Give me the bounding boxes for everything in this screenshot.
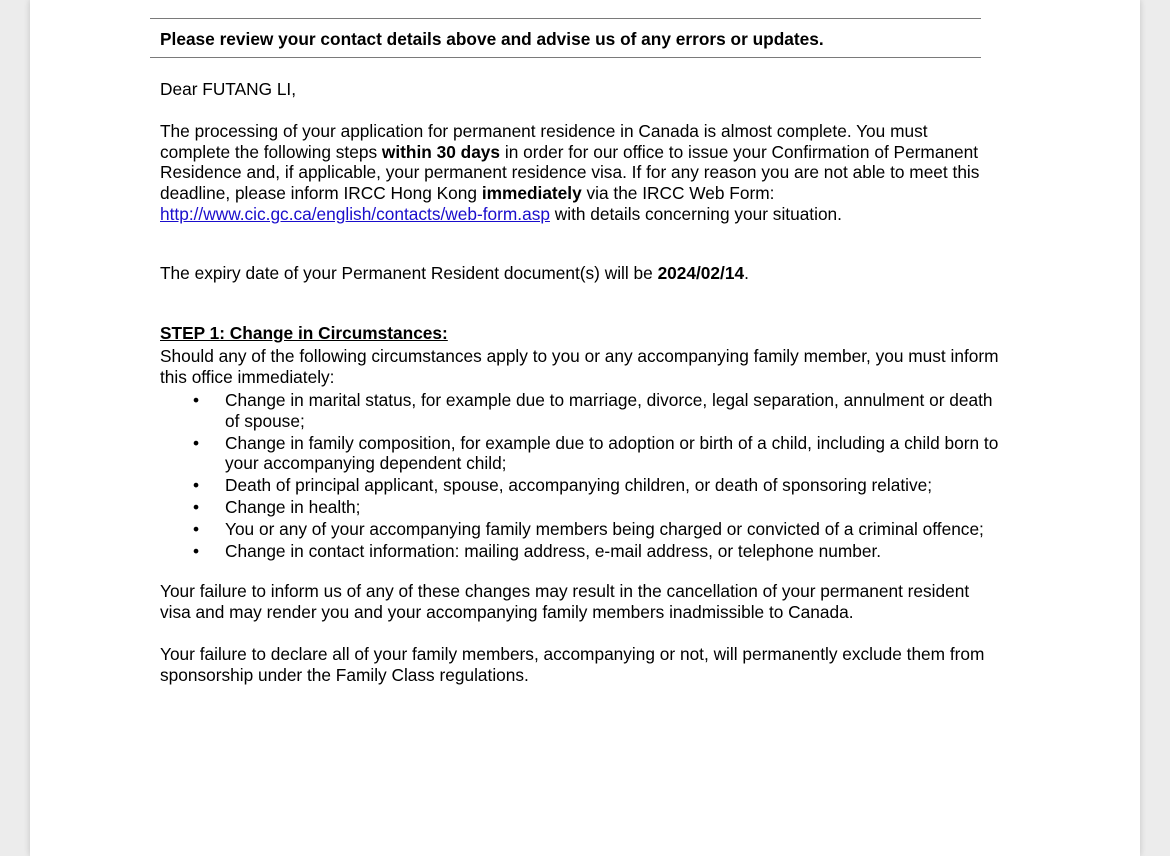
list-item (160, 541, 1000, 562)
list-item-text: Change in family composition, for example due to adoption or birth of a child, including a child born to your accompanying dependent child; (225, 432, 999, 474)
bullet-icon: • (193, 540, 200, 561)
expiry-end: . (744, 262, 749, 283)
bullet-icon: • (193, 389, 200, 410)
list-item (160, 433, 1000, 475)
cancellation-warning: Your failure to inform us of any of these changes may result in the cancellation of your permanent resident visa and may render you and your accompanying family members inadmissible to Canada. (160, 581, 970, 623)
list-item-text: Change in health; (225, 496, 361, 517)
contact-review-notice (150, 18, 981, 58)
step1-title: STEP 1: Change in Circumstances: (160, 322, 448, 343)
deadline-emphasis: within 30 days (381, 141, 501, 162)
intro-text-3: via the IRCC Web Form: (581, 183, 775, 204)
web-form-link[interactable]: http://www.cic.gc.ca/english/contacts/web-form.asp (160, 203, 550, 224)
intro-text-4: with details concerning your situation. (549, 203, 842, 224)
bullet-icon: • (193, 432, 200, 453)
document-page (30, 0, 1140, 856)
letter-body (160, 79, 1000, 686)
circumstances-list (160, 390, 1000, 561)
list-item (160, 475, 1000, 496)
list-item-text: Death of principal applicant, spouse, accompanying children, or death of sponsoring relative; (225, 475, 933, 496)
expiry-text: The expiry date of your Permanent Resident document(s) will be (160, 262, 658, 283)
immediately-emphasis: immediately (481, 183, 582, 204)
intro-paragraph (160, 121, 1000, 225)
expiry-paragraph (160, 263, 1000, 284)
salutation: Dear FUTANG LI, (160, 79, 297, 99)
list-item (160, 497, 1000, 518)
list-item (160, 390, 1000, 432)
list-item-text: You or any of your accompanying family members being charged or convicted of a criminal offence; (225, 518, 984, 539)
notice-text: Please review your contact details above and advise us of any errors or updates. (160, 29, 824, 49)
intro-text-1: The processing of your application for permanent residence in Canada is almost complete. You must complete the following steps (160, 120, 928, 162)
intro-text-2: in order for our office to issue your Confirmation of Permanent Residence and, if applicable, your permanent residence visa. If for any reason you are not able to meet this deadline, please inform IRCC Hong Kong (160, 141, 980, 204)
bullet-icon: • (193, 475, 200, 496)
expiry-date: 2024/02/14 (657, 262, 745, 283)
step1-intro: Should any of the following circumstances apply to you or any accompanying family member, you must inform this office immediately: (160, 346, 999, 388)
bullet-icon: • (193, 518, 200, 539)
bullet-icon: • (193, 496, 200, 517)
sponsorship-warning: Your failure to declare all of your family members, accompanying or not, will permanently exclude them from sponsorship under the Family Class regulations. (160, 643, 985, 685)
list-item (160, 519, 1000, 540)
list-item-text: Change in marital status, for example due to marriage, divorce, legal separation, annulment or death of spouse; (225, 389, 993, 431)
list-item-text: Change in contact information: mailing address, e-mail address, or telephone number. (225, 540, 882, 561)
